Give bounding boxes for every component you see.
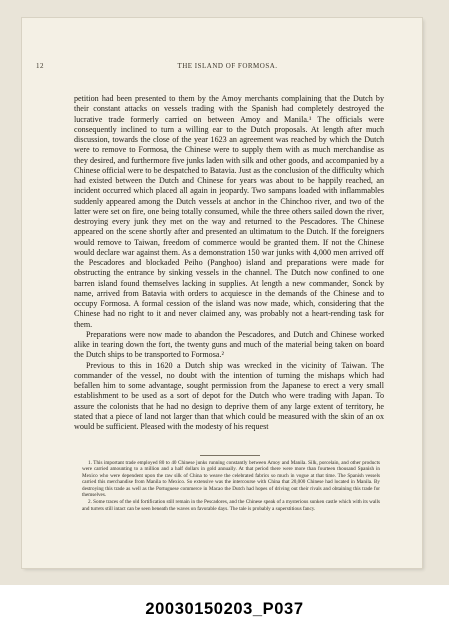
footnotes — [82, 460, 380, 513]
footnote: 2. Some traces of the old fortification still remain in the Pescadores, and the Chinese speak of a mysterious sunken castle which with its walls and turrets still intact can be seen beneath the waves on favorable days. The tale is probably a superstitious fancy. — [82, 499, 380, 512]
body-paragraph: Preparations were now made to abandon the Pescadores, and Dutch and Chinese worked alike in tearing down the fort, the twenty guns and much of the material being taken on board the Dutch ships to be transported to Formosa.² — [74, 329, 384, 360]
image-caption: 20030150203_P037 — [145, 600, 304, 618]
body-paragraph: Previous to this in 1620 a Dutch ship was wrecked in the vicinity of Taiwan. The commander of the vessel, no doubt with the intention of turning the mishaps which had befallen him to some advantage, sought permission from the Japanese to erect a very small establishment to be used as a sort of depot for the Dutch who were trading with Japan. To assure the colonists that he had no design to deprive them of any large extent of territory, he stated that a piece of land not larger than that which could be measured with the skin of an ox would be sufficient. Pleased with the modesty of his request — [74, 360, 384, 431]
footnote: 1. This important trade employed 80 to 40 Chinese junks running constantly between Amoy and Manila. Silk, porcelain, and other products were carried amounting to a million and a half dollars in gold annually. At that period there were more than fourteen thousand Spanish in Mexico who were dependent upon the raw silk of China to weave the celebrated fabrics so much in vogue at that time. The Spanish vessels carried this merchandise from Manila to Mexico. So extensive was the intercourse with China that 20,000 Chinese had located in Manila. By destroying this trade as well as the Portuguese commerce in Macao the Dutch had hopes of driving out their rivals and obtaining this trade for themselves. — [82, 460, 380, 499]
page-number: 12 — [36, 62, 44, 70]
page-header — [36, 62, 419, 74]
running-title: THE ISLAND OF FORMOSA. — [177, 62, 278, 70]
body-paragraph: petition had been presented to them by the Amoy merchants complaining that the Dutch by their constant attacks on vessels trading with the Spanish had completely destroyed the lucrative trade formerly carried on between Amoy and Manila.¹ The officials were consequently inclined to turn a willing ear to the Dutch proposals. At length after much discussion, towards the close of the year 1623 an agreement was reached by which the Dutch were to remove to Formosa, the Chinese were to supply them with as much merchandise as they desired, and furthermore five junks laden with silk and other goods, and accompanied by a Chinese official were to be despatched to Batavia. Just as the conclusion of the difficulty which had existed between the Dutch and Chinese for years was about to be happily reached, an incident occurred which placed all again in jeopardy. Two sampans loaded with inflammables suddenly appeared among the Dutch vessels at anchor in the Chinchoo river, and two of the latter were set on fire, one being totally consumed, while the three others sailed down the river, destroying every junk they met on the way and returned to the Pescadores. The Chinese appeared on the scene shortly after and presented an ultimatum to the Dutch. If the foreigners would remove to Taiwan, freedom of commerce would be granted them. If not the Chinese would declare war against them. As a demonstration 150 war junks with 4,000 men arrived off the Pescadores and blockaded Peiho (Panghoo) island and preparations were made for obstructing the entrance by sinking vessels in the channel. The Dutch now confined to one barren island found themselves lacking in supplies. At length a new commander, Sonck by name, arrived from Batavia with orders to acquiesce in the demands of the Chinese and to occupy Formosa. A formal cession of the island was now made, which, considering that the Chinese had no right to it and never claimed any, was probably not a heart-rending task for them. — [74, 94, 384, 329]
body-text — [74, 94, 384, 432]
footnote-divider — [200, 455, 260, 456]
